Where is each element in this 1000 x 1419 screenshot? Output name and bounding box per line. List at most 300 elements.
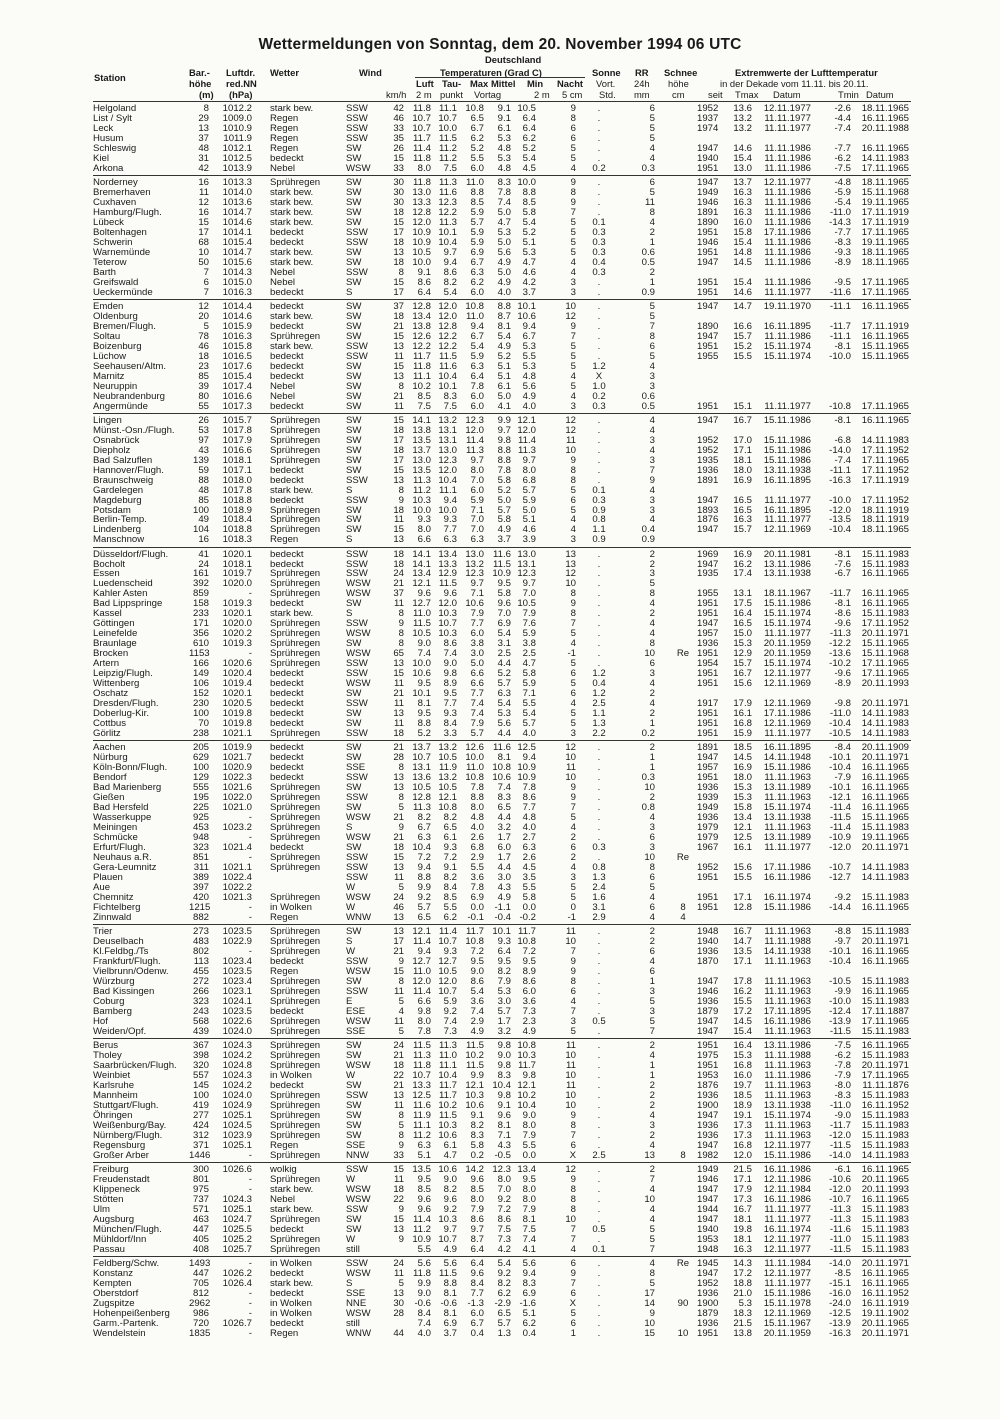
cell-min-2m: 7.9 bbox=[522, 1203, 536, 1215]
cell-precip: 2 bbox=[649, 1079, 655, 1091]
cell-tmin-date: 15.11.1983 bbox=[861, 975, 909, 987]
cell-mean-prev: 5.7 bbox=[497, 1005, 511, 1017]
cell-dew-point: 9.4 bbox=[443, 494, 457, 506]
cell-min-2m: 2.3 bbox=[522, 1015, 536, 1027]
cell-station: Zugspitze bbox=[93, 1297, 135, 1309]
cell-tmin: -14.4 bbox=[829, 901, 851, 913]
cell-min-2m: 7.7 bbox=[522, 802, 536, 814]
cell-tmax: 12.8 bbox=[733, 901, 752, 913]
cell-wind-dir: SW bbox=[346, 444, 362, 456]
cell-wind-dir: SSW bbox=[346, 728, 368, 740]
cell-max-prev: 10.8 bbox=[465, 300, 484, 312]
cell-min-5cm: X bbox=[569, 1297, 576, 1309]
cell-station: Gera-Leumnitz bbox=[93, 862, 157, 873]
cell-station: Husum bbox=[93, 132, 124, 144]
cell-precip: 5 bbox=[649, 1015, 655, 1027]
cell-precip: 0.8 bbox=[641, 802, 655, 814]
cell-station: Schwerin bbox=[93, 236, 133, 248]
cell-mean-prev: 5.0 bbox=[497, 206, 511, 218]
cell-precip: 2 bbox=[649, 935, 655, 947]
cell-min-2m: 5.6 bbox=[522, 1257, 536, 1269]
cell-tmin-date: 17.11.1965 bbox=[861, 454, 909, 466]
cell-weather: Sprühregen bbox=[270, 812, 321, 824]
cell-min-5cm: 5 bbox=[570, 1307, 576, 1319]
cell-sunshine: . bbox=[597, 995, 601, 1007]
cell-wind-dir: SW bbox=[346, 975, 362, 987]
cell-precip: 1 bbox=[649, 1069, 655, 1081]
cell-precip: 4 bbox=[649, 678, 655, 690]
cell-since: 1947 bbox=[697, 1213, 719, 1225]
cell-tmax-date: 11.11.1986 bbox=[764, 276, 811, 288]
cell-max-prev: 6.0 bbox=[470, 484, 484, 496]
cell-weather: Sprühregen bbox=[270, 1243, 321, 1255]
cell-bar-height: 389 bbox=[192, 871, 209, 883]
cell-pressure: 1020.1 bbox=[222, 688, 252, 700]
cell-precip: 3 bbox=[649, 380, 655, 392]
cell-tmax: 17.1 bbox=[733, 444, 752, 456]
cell-air-temp: 8.1 bbox=[417, 698, 431, 710]
cell-min-2m: 8.0 bbox=[522, 464, 536, 476]
cell-mean-prev: 5.2 bbox=[497, 668, 511, 680]
cell-weather: Sprühregen bbox=[270, 588, 321, 600]
cell-tmax: 18.3 bbox=[733, 1307, 752, 1319]
cell-min-5cm: 4 bbox=[570, 638, 576, 650]
cell-min-5cm: 9 bbox=[570, 103, 576, 114]
cell-min-5cm: 11 bbox=[566, 1059, 576, 1071]
cell-wind-speed: 22 bbox=[393, 1069, 404, 1081]
cell-since: 1891 bbox=[697, 742, 719, 754]
cell-weather: stark bew. bbox=[270, 608, 314, 620]
cell-air-temp: 10.7 bbox=[412, 1069, 431, 1081]
cell-max-prev: 8.5 bbox=[470, 1183, 484, 1195]
cell-tmin-date: 14.11.1983 bbox=[861, 718, 909, 730]
cell-air-temp: 13.7 bbox=[412, 742, 431, 754]
cell-since: 1947 bbox=[697, 330, 719, 342]
cell-tmax: 15.6 bbox=[733, 678, 752, 690]
cell-mean-prev: 4.4 bbox=[497, 812, 511, 824]
cell-min-5cm: 8 bbox=[570, 608, 576, 620]
cell-min-2m: 9.0 bbox=[522, 1109, 536, 1121]
cell-min-5cm: 3 bbox=[570, 400, 576, 412]
cell-wind-dir: S bbox=[346, 1277, 353, 1289]
cell-min-2m: 7.0 bbox=[522, 588, 536, 600]
cell-tmax: 16.3 bbox=[733, 206, 752, 218]
cell-wind-speed: 11 bbox=[394, 985, 404, 997]
cell-tmin: -11.4 bbox=[829, 802, 851, 814]
cell-precip: 4 bbox=[649, 514, 655, 526]
cell-tmin-date: 15.11.1983 bbox=[861, 1213, 909, 1225]
cell-since: 1947 bbox=[697, 618, 719, 630]
cell-weather: stark bew. bbox=[270, 186, 314, 198]
cell-max-prev: 8.6 bbox=[470, 1213, 484, 1225]
cell-wind-dir: SSW bbox=[346, 112, 368, 124]
cell-dew-point: 10.7 bbox=[438, 935, 457, 947]
cell-wind-speed: 17 bbox=[393, 286, 404, 298]
cell-bar-height: 1493 bbox=[189, 1257, 211, 1269]
cell-air-temp: 13.8 bbox=[412, 320, 431, 332]
cell-dew-point: 10.4 bbox=[438, 236, 457, 248]
cell-bar-height: 801 bbox=[192, 1173, 209, 1185]
cell-wind-dir: SW bbox=[346, 310, 362, 322]
cell-min-5cm: 9 bbox=[570, 955, 576, 967]
cell-station: Wendelstein bbox=[93, 1327, 146, 1339]
cell-weather: Sprühregen bbox=[270, 444, 321, 456]
cell-tmin-date: 18.11.1919 bbox=[861, 514, 909, 526]
cell-dew-point: 8.1 bbox=[443, 1287, 457, 1299]
cell-min-5cm: 5 bbox=[570, 142, 576, 154]
cell-since: 1951 bbox=[697, 901, 719, 913]
cell-min-5cm: 5 bbox=[570, 891, 576, 903]
cell-tmax: 17.3 bbox=[733, 1129, 752, 1141]
header-luft-2: red.NN bbox=[226, 78, 257, 89]
cell-min-5cm: 7 bbox=[570, 1005, 576, 1017]
cell-station: Cuxhaven bbox=[93, 196, 137, 208]
cell-tmax-date: 20.11.1981 bbox=[763, 548, 811, 560]
cell-min-5cm: 10 bbox=[565, 300, 576, 312]
cell-since: 1936 bbox=[697, 1089, 719, 1101]
cell-dew-point: 10.4 bbox=[438, 370, 457, 382]
cell-dew-point: 10.5 bbox=[438, 965, 457, 977]
cell-mean-prev: 9.6 bbox=[497, 1109, 511, 1121]
cell-wind-speed: 33 bbox=[393, 1149, 404, 1161]
cell-station: Erfurt/Flugh. bbox=[93, 842, 146, 854]
cell-wind-dir: SSW bbox=[346, 1203, 368, 1215]
cell-tmin: -7.7 bbox=[834, 142, 851, 154]
cell-wind-dir: SW bbox=[346, 454, 362, 466]
cell-tmin-date: 16.11.1965 bbox=[861, 985, 909, 997]
cell-since: 1947 bbox=[697, 524, 719, 536]
cell-station: Chemnitz bbox=[93, 891, 134, 903]
cell-tmin-date: 19.11.1902 bbox=[861, 1307, 909, 1319]
cell-min-5cm: 5 bbox=[570, 484, 576, 496]
cell-bar-height: 568 bbox=[192, 1015, 209, 1027]
cell-sunshine: . bbox=[597, 122, 601, 134]
cell-mean-prev: 4.9 bbox=[497, 340, 511, 352]
cell-wind-dir: WSW bbox=[346, 678, 371, 690]
cell-max-prev: 9.1 bbox=[470, 1109, 484, 1121]
cell-precip: 0.5 bbox=[641, 400, 655, 412]
cell-tmin-date: 15.11.1983 bbox=[861, 1089, 909, 1101]
cell-mean-prev: 9.8 bbox=[497, 434, 511, 446]
cell-wind-dir: W bbox=[346, 881, 356, 893]
cell-wind-dir: SW bbox=[346, 330, 362, 342]
cell-wind-speed: 4 bbox=[398, 1005, 404, 1017]
cell-air-temp: 8.6 bbox=[417, 276, 431, 288]
cell-bar-height: 571 bbox=[192, 1203, 209, 1215]
cell-tmax: 17.9 bbox=[733, 698, 752, 710]
cell-wind-speed: 13 bbox=[393, 782, 404, 794]
cell-wind-dir: SSW bbox=[346, 226, 368, 238]
cell-dew-point: 12.0 bbox=[438, 300, 457, 312]
cell-pressure: 1020.4 bbox=[222, 668, 252, 680]
report-title: Wettermeldungen von Sonntag, dem 20. November 1994 06 UTC bbox=[258, 36, 742, 53]
cell-precip: 5 bbox=[649, 132, 655, 144]
cell-wind-speed: 13 bbox=[393, 474, 404, 486]
cell-sunshine: . bbox=[597, 454, 601, 466]
cell-dew-point: 10.4 bbox=[438, 1069, 457, 1081]
cell-sunshine: . bbox=[597, 975, 601, 987]
cell-bar-height: 311 bbox=[193, 862, 209, 873]
cell-min-2m: 8.9 bbox=[522, 965, 536, 977]
cell-precip: 4 bbox=[649, 812, 655, 824]
cell-min-5cm: 12 bbox=[565, 310, 576, 322]
cell-mean-prev: 8.2 bbox=[497, 965, 511, 977]
cell-tmin-date: 16.11.1965 bbox=[861, 1277, 909, 1289]
cell-since: 1947 bbox=[697, 975, 719, 987]
cell-bar-height: 629 bbox=[192, 752, 209, 764]
cell-tmax-date: 17.11.1986 bbox=[763, 226, 811, 238]
cell-tmax: 13.4 bbox=[733, 812, 752, 824]
cell-min-2m: 4.7 bbox=[522, 658, 536, 670]
cell-pressure: 1017.4 bbox=[222, 380, 252, 392]
cell-mean-prev: 8.6 bbox=[497, 1213, 511, 1225]
cell-dew-point: 5.6 bbox=[443, 1257, 457, 1269]
cell-precip: 3 bbox=[649, 568, 655, 580]
cell-max-prev: 5.5 bbox=[470, 152, 484, 164]
cell-max-prev: 7.0 bbox=[470, 524, 484, 536]
cell-precip: 4 bbox=[649, 424, 655, 436]
cell-precip: 1 bbox=[649, 276, 655, 288]
cell-tmax: 16.3 bbox=[733, 514, 752, 526]
cell-min-2m: 8.5 bbox=[522, 196, 536, 208]
cell-min-2m: 2.7 bbox=[522, 832, 536, 844]
cell-weather: Sprühregen bbox=[270, 628, 321, 640]
cell-bar-height: 397 bbox=[192, 881, 209, 893]
cell-pressure: 1025.1 bbox=[222, 1109, 252, 1121]
table-row bbox=[93, 535, 911, 545]
cell-mean-prev: 5.3 bbox=[497, 226, 511, 238]
cell-tmax: 17.1 bbox=[733, 955, 752, 967]
cell-pressure: 1017.1 bbox=[222, 464, 252, 476]
cell-sunshine: . bbox=[597, 965, 601, 977]
cell-precip: 3 bbox=[649, 985, 655, 997]
cell-min-5cm: 7 bbox=[570, 206, 576, 218]
cell-tmin-date: 16.11.1965 bbox=[861, 568, 909, 580]
cell-air-temp: 7.2 bbox=[417, 852, 431, 864]
cell-tmax: 18.5 bbox=[733, 742, 752, 754]
cell-air-temp: 11.5 bbox=[413, 618, 431, 630]
cell-tmin: -12.0 bbox=[829, 504, 851, 516]
cell-dew-point: 10.5 bbox=[438, 752, 457, 764]
cell-wind-speed: 15 bbox=[393, 965, 404, 977]
cell-wind-speed: 28 bbox=[393, 1307, 404, 1319]
cell-pressure: 1014.6 bbox=[222, 216, 252, 228]
cell-tmax: 17.2 bbox=[733, 1005, 752, 1017]
cell-dew-point: 6.3 bbox=[443, 534, 457, 546]
cell-precip: 4 bbox=[649, 698, 655, 710]
cell-min-2m: 8.3 bbox=[522, 1277, 536, 1289]
cell-station: Gardelegen bbox=[93, 484, 144, 496]
cell-since: 1936 bbox=[697, 812, 719, 824]
cell-tmin-date: 16.11.1965 bbox=[861, 330, 909, 342]
header-luft-b: 2 m bbox=[416, 89, 432, 100]
cell-max-prev: 3.8 bbox=[470, 638, 484, 650]
cell-since: 1951 bbox=[697, 286, 719, 298]
cell-air-temp: 10.1 bbox=[412, 688, 431, 700]
cell-tmin-date: 15.11.1983 bbox=[861, 891, 909, 903]
cell-dew-point: 13.0 bbox=[438, 444, 457, 456]
cell-wind-dir: SW bbox=[346, 320, 362, 332]
cell-wind-dir: SSW bbox=[346, 871, 368, 883]
cell-air-temp: 12.5 bbox=[412, 1089, 431, 1101]
cell-wind-speed: 13 bbox=[393, 926, 404, 937]
cell-bar-height: 50 bbox=[198, 256, 209, 268]
cell-station: Bad Lippspringe bbox=[93, 598, 163, 610]
cell-mean-prev: 7.0 bbox=[497, 608, 511, 620]
cell-max-prev: 9.7 bbox=[470, 1223, 484, 1235]
cell-min-2m: 10.2 bbox=[517, 1089, 536, 1101]
cell-tmax-date: 11.11.1977 bbox=[764, 112, 811, 124]
cell-weather: bedeckt bbox=[270, 1267, 304, 1279]
cell-air-temp: 11.6 bbox=[413, 1099, 431, 1111]
header-datum-1: Datum bbox=[773, 89, 801, 100]
cell-weather: stark bew. bbox=[270, 1203, 314, 1215]
cell-weather: bedeckt bbox=[270, 558, 304, 570]
cell-mean-prev: 4.1 bbox=[497, 400, 511, 412]
cell-bar-height: 455 bbox=[192, 965, 209, 977]
cell-mean-prev: -2.9 bbox=[494, 1297, 511, 1309]
header-luft-1: Luftdr. bbox=[226, 67, 256, 78]
cell-tmax-date: 15.11.1974 bbox=[763, 802, 811, 814]
cell-weather: stark bew. bbox=[270, 1277, 314, 1289]
cell-min-2m: 6.3 bbox=[522, 842, 536, 854]
cell-tmax: 16.9 bbox=[733, 474, 752, 486]
cell-min-2m: 10.6 bbox=[517, 310, 536, 322]
cell-pressure: 1014.7 bbox=[222, 246, 252, 258]
cell-tmax: 13.8 bbox=[733, 1327, 752, 1339]
cell-air-temp: 12.8 bbox=[412, 792, 431, 804]
table-row bbox=[93, 164, 911, 174]
cell-weather: Sprühregen bbox=[270, 1109, 321, 1121]
cell-tmax-date: 16.11.1895 bbox=[763, 320, 811, 332]
cell-min-5cm: 5 bbox=[570, 504, 576, 516]
cell-tmax: 14.3 bbox=[733, 1257, 752, 1269]
cell-bar-height: 23 bbox=[198, 360, 209, 372]
cell-station: Freudenstadt bbox=[93, 1173, 150, 1185]
cell-wind-dir: SW bbox=[346, 424, 362, 436]
cell-tmin-date: 11.11.1876 bbox=[862, 1079, 909, 1091]
cell-tmin-date: 16.11.1965 bbox=[861, 598, 909, 610]
cell-station: Saarbrücken/Flugh. bbox=[93, 1059, 177, 1071]
cell-tmin: -8.4 bbox=[834, 742, 851, 754]
cell-min-2m: 4.0 bbox=[522, 728, 536, 740]
cell-precip: 6 bbox=[649, 103, 655, 114]
cell-min-5cm: 4 bbox=[570, 862, 576, 873]
cell-wind-speed: 21 bbox=[393, 578, 404, 590]
cell-snow: Re bbox=[676, 852, 690, 864]
cell-wind-speed: 24 bbox=[393, 1039, 404, 1051]
cell-air-temp: 13.1 bbox=[412, 762, 431, 774]
cell-tmax: 15.7 bbox=[733, 658, 752, 670]
cell-precip: 8 bbox=[649, 1267, 655, 1279]
cell-dew-point: 6.1 bbox=[443, 832, 457, 844]
cell-snow: 8 bbox=[680, 1149, 686, 1161]
cell-tmin: -12.0 bbox=[829, 842, 851, 854]
cell-weather: Sprühregen bbox=[270, 975, 321, 987]
cell-precip: 3 bbox=[649, 1119, 655, 1131]
cell-wind-speed: 42 bbox=[393, 103, 404, 114]
cell-mean-prev: 10.1 bbox=[492, 926, 511, 937]
cell-air-temp: 11.3 bbox=[413, 802, 431, 814]
cell-mean-prev: 8.1 bbox=[497, 752, 511, 764]
cell-weather: bedeckt bbox=[270, 668, 304, 680]
cell-bar-height: 453 bbox=[192, 822, 209, 834]
cell-tmin-date: 15.11.1983 bbox=[861, 1243, 909, 1255]
cell-min-2m: 10.5 bbox=[517, 103, 536, 114]
cell-wind-speed: 17 bbox=[393, 454, 404, 466]
header-wetter: Wetter bbox=[270, 67, 299, 78]
cell-sunshine: . bbox=[597, 618, 601, 630]
cell-weather: Sprühregen bbox=[270, 891, 321, 903]
cell-weather: Sprühregen bbox=[270, 648, 321, 660]
cell-station: Wittenberg bbox=[93, 678, 140, 690]
cell-bar-height: 12 bbox=[198, 196, 209, 208]
cell-dew-point: 8.2 bbox=[443, 871, 457, 883]
cell-weather: Sprühregen bbox=[270, 1039, 321, 1051]
cell-max-prev: 9.6 bbox=[470, 1267, 484, 1279]
cell-min-5cm: 8 bbox=[570, 1119, 576, 1131]
cell-min-2m: 12.5 bbox=[517, 742, 536, 754]
cell-air-temp: 9.1 bbox=[417, 266, 431, 278]
cell-sunshine: . bbox=[597, 1277, 601, 1289]
cell-min-2m: 5.4 bbox=[522, 708, 536, 720]
cell-tmax: 16.7 bbox=[733, 668, 752, 680]
cell-wind-speed: 18 bbox=[393, 1183, 404, 1195]
cell-air-temp: 9.6 bbox=[417, 1193, 431, 1205]
header-sonne-a: Sonne bbox=[592, 67, 621, 78]
cell-precip: 2 bbox=[649, 608, 655, 620]
cell-mean-prev: 5.7 bbox=[497, 504, 511, 516]
cell-wind-dir: SW bbox=[346, 196, 362, 208]
cell-mean-prev: 9.2 bbox=[497, 1193, 511, 1205]
cell-tmin-date: 17.11.1919 bbox=[861, 206, 909, 218]
cell-air-temp: 10.7 bbox=[412, 122, 431, 134]
cell-sunshine: . bbox=[597, 1099, 601, 1111]
cell-bar-height: 7 bbox=[203, 286, 209, 298]
cell-sunshine: . bbox=[597, 638, 601, 650]
cell-tmin-date: 15.11.1983 bbox=[861, 1223, 909, 1235]
cell-air-temp: 8.0 bbox=[417, 1015, 431, 1027]
cell-pressure: - bbox=[248, 1183, 252, 1195]
cell-pressure: - bbox=[248, 901, 252, 913]
cell-wind-speed: 5 bbox=[398, 881, 404, 893]
cell-tmax-date: 11.11.1963 bbox=[764, 1089, 811, 1101]
cell-station: Bad Hersfeld bbox=[93, 802, 149, 814]
cell-mean-prev: 7.4 bbox=[497, 782, 511, 794]
cell-air-temp: 14.1 bbox=[412, 558, 431, 570]
cell-wind-dir: SW bbox=[346, 370, 362, 382]
cell-tmin: -13.6 bbox=[829, 648, 851, 660]
cell-min-2m: 5.1 bbox=[522, 1307, 536, 1319]
cell-sunshine: . bbox=[597, 1109, 601, 1121]
cell-precip: 3 bbox=[649, 504, 655, 516]
cell-station: Kassel bbox=[93, 608, 122, 620]
cell-tmin-date: 20.11.1971 bbox=[861, 752, 909, 764]
cell-bar-height: 152 bbox=[192, 688, 209, 700]
cell-wind-speed: 15 bbox=[393, 414, 404, 426]
cell-wind-dir: SSW bbox=[346, 698, 368, 710]
cell-min-2m: 13.1 bbox=[517, 558, 536, 570]
cell-min-5cm: -1 bbox=[567, 648, 576, 660]
cell-bar-height: 48 bbox=[198, 142, 209, 154]
cell-min-2m: 8.1 bbox=[522, 1213, 536, 1225]
cell-bar-height: 100 bbox=[192, 504, 209, 516]
cell-wind-speed: 13 bbox=[393, 1287, 404, 1299]
cell-tmin: -8.9 bbox=[834, 256, 851, 268]
cell-mean-prev: 5.3 bbox=[497, 132, 511, 144]
cell-tmin-date: 15.11.1968 bbox=[861, 648, 909, 660]
cell-dew-point: 3.3 bbox=[443, 728, 457, 740]
